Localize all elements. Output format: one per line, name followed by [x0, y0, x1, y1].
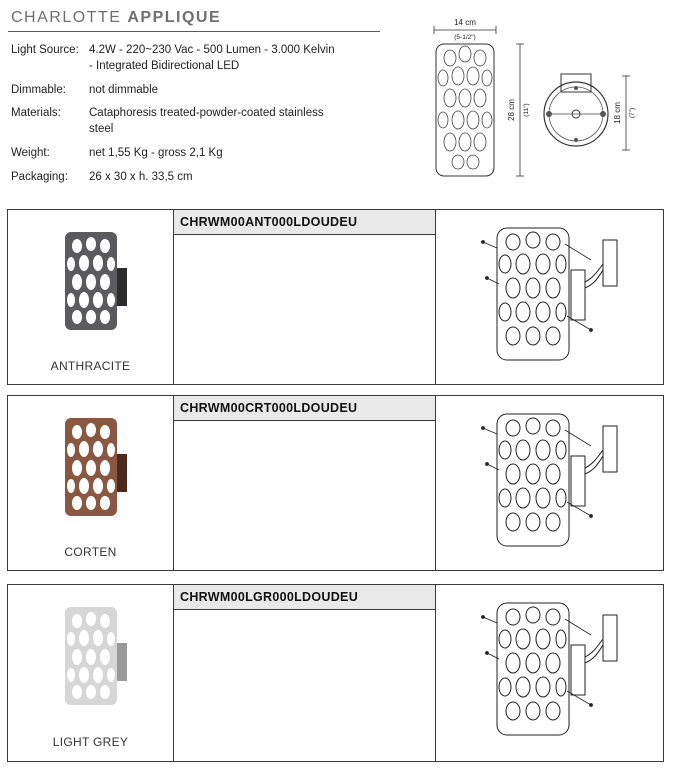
title-divider [8, 31, 380, 32]
page-title [11, 9, 221, 27]
variant-block-light-grey [7, 584, 664, 762]
drawing-cell [436, 585, 663, 761]
side-view-lamp [544, 74, 608, 146]
spec-value: not dimmable [89, 84, 159, 96]
product-code: CHRWM00CRT000LDOUDEU [174, 396, 435, 421]
mounting-drawing [481, 595, 631, 745]
mounting-drawing [481, 406, 631, 556]
product-photo [61, 228, 131, 334]
product-photo-cell [8, 210, 174, 384]
spec-value: 4.2W - 220~230 Vac - 500 Lumen - 3.000 Kelvin - Integrated Bidirectional LED [89, 44, 335, 72]
spec-label: Packaging: [11, 171, 68, 183]
code-cell [174, 585, 436, 761]
color-label: ANTHRACITE [50, 359, 131, 373]
variant-block-anthracite [7, 209, 664, 385]
color-label: CORTEN [64, 545, 117, 559]
code-cell [174, 210, 436, 384]
dimension-drawing [428, 14, 673, 186]
title-regular: CHARLOTTE [11, 9, 122, 26]
product-photo-cell [8, 396, 174, 570]
spec-label: Materials: [11, 107, 61, 119]
product-code: CHRWM00LGR000LDOUDEU [174, 585, 435, 610]
variant-block-corten [7, 395, 664, 571]
height-in-label: (11") [523, 103, 530, 117]
spec-label: Dimmable: [11, 84, 66, 96]
width-cm-label: 14 cm [454, 18, 476, 27]
product-photo [61, 603, 131, 709]
height-cm-label: 28 cm [507, 99, 516, 121]
spec-value: 26 x 30 x h. 33,5 cm [89, 171, 193, 183]
spec-label: Light Source: [11, 44, 79, 56]
spec-value: Cataphoresis treated-powder-coated stainless steel [89, 107, 324, 135]
front-view-lamp [436, 44, 494, 176]
mounting-drawing [481, 220, 631, 370]
product-photo-cell [8, 585, 174, 761]
spec-label: Weight: [11, 147, 50, 159]
code-cell [174, 396, 436, 570]
title-bold: APPLIQUE [127, 9, 222, 26]
product-photo [61, 414, 131, 520]
width-in-label: (5-1/2") [454, 34, 476, 41]
depth-in-label: (7") [629, 107, 636, 119]
drawing-cell [436, 396, 663, 570]
color-label: LIGHT GREY [52, 735, 129, 749]
depth-cm-label: 18 cm [613, 102, 622, 124]
product-code: CHRWM00ANT000LDOUDEU [174, 210, 435, 235]
spec-value: net 1,55 Kg - gross 2,1 Kg [89, 147, 223, 159]
drawing-cell [436, 210, 663, 384]
